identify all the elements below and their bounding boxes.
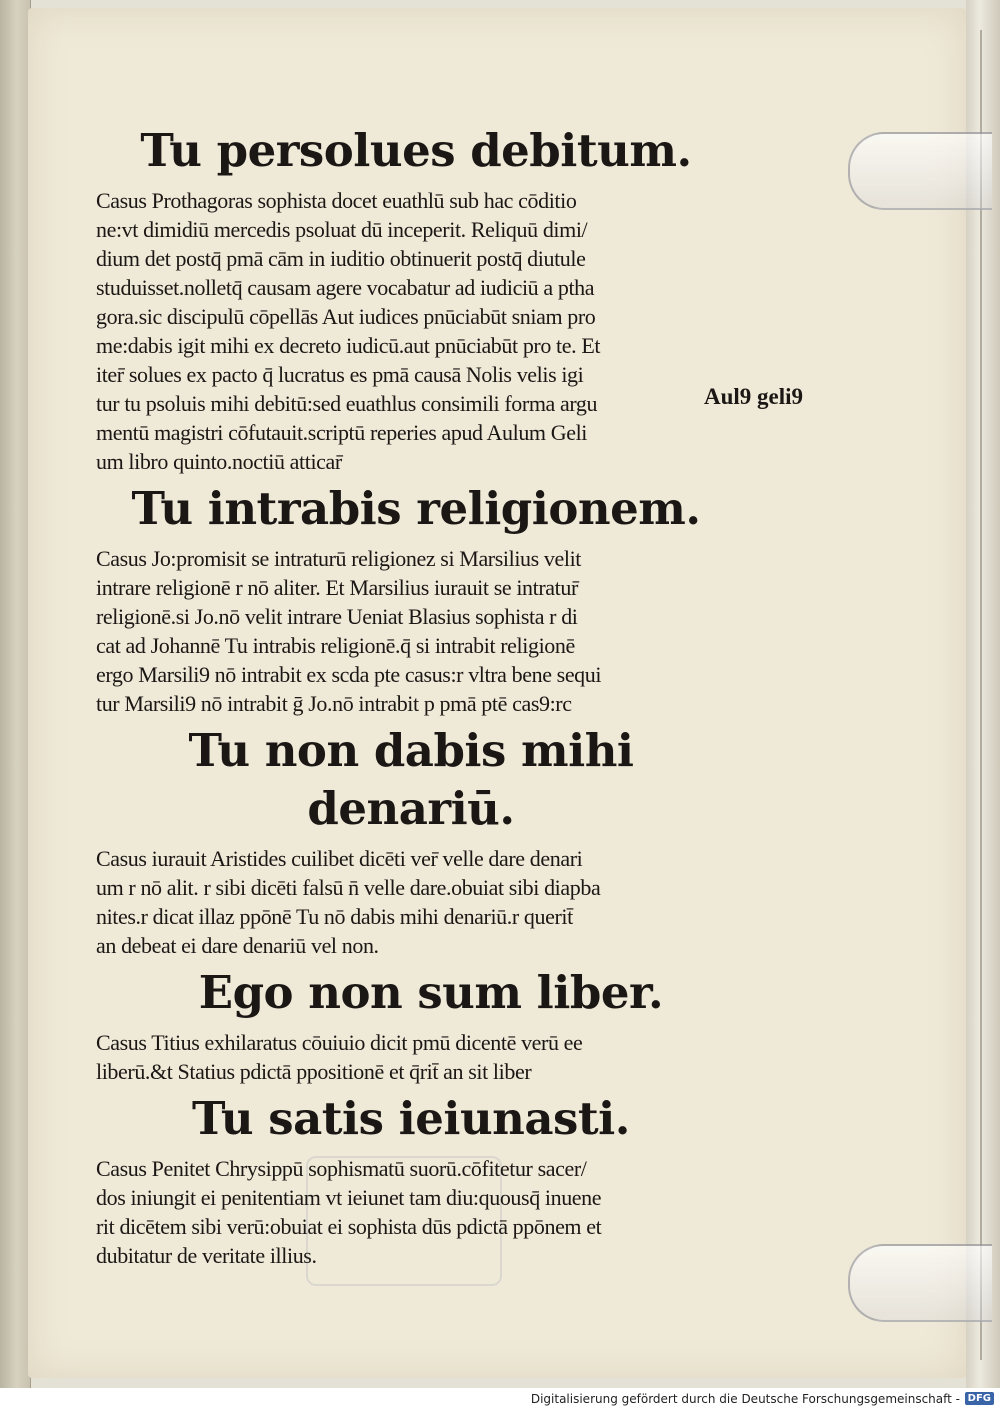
text-line: religionē.si Jo.nō velit intrare Ueniat Blasius sophista r di bbox=[96, 604, 578, 629]
text-line: cat ad Johannē Tu intrabis religionē.q̄ si intrabit religionē bbox=[96, 633, 575, 658]
edge-line bbox=[980, 30, 982, 1360]
text-line: tur Marsili9 nō intrabit ḡ Jo.nō intrabit p pmā ptē cas9:rc bbox=[96, 691, 572, 716]
footer-credit: Digitalisierung gefördert durch die Deutsche Forschungsgemeinschaft - bbox=[530, 1392, 960, 1406]
text-line: Casus Prothagoras sophista docet euathlū sub hac cōditio bbox=[96, 188, 577, 213]
text-line: Casus iurauit Aristides cuilibet dicēti ver̄ velle dare denari bbox=[96, 846, 583, 871]
text-line: um r nō alit. r sibi dicēti falsū n̄ velle dare.obuiat sibi diapba bbox=[96, 875, 601, 900]
section-heading: Tu intrabis religionem. bbox=[131, 482, 701, 535]
text-line: studuisset.nolletq̄ causam agere vocabatur ad iudiciū a ptha bbox=[96, 275, 595, 300]
marginal-note: Aul9 geli9 bbox=[704, 384, 804, 409]
text-line: liberū.&t Statius pdictā ppositionē et q̄rit̄ an sit liber bbox=[96, 1059, 532, 1084]
section-paragraph bbox=[96, 186, 726, 476]
section-paragraph bbox=[96, 544, 726, 718]
text-line: me:dabis igit mihi ex decreto iudicū.aut pnūciabūt pro te. Et bbox=[96, 333, 601, 358]
section-paragraph bbox=[96, 1028, 726, 1086]
text-line: Casus Jo:promisit se intraturū religionez si Marsilius velit bbox=[96, 546, 581, 571]
left-page-edge bbox=[0, 0, 31, 1388]
text-line: gora.sic discipulū cōpellās Aut iudices pnūciabūt sniam pro bbox=[96, 304, 596, 329]
page-clip-top bbox=[848, 132, 992, 210]
dfg-logo-badge: DFG bbox=[965, 1392, 994, 1405]
page-clip-bottom bbox=[848, 1244, 992, 1322]
text-line: intrare religionē r nō aliter. Et Marsilius iurauit se intratur̄ bbox=[96, 575, 578, 600]
text-line: rit dicētem sibi verū:obuiat ei sophista dūs pdictā ppōnem et bbox=[96, 1214, 602, 1239]
text-line: um libro quinto.noctiū atticar̄ bbox=[96, 449, 342, 474]
text-line: an debeat ei dare denariū vel non. bbox=[96, 933, 379, 958]
section-paragraph bbox=[96, 844, 726, 960]
section-heading: Tu satis ieiunasti. bbox=[192, 1092, 630, 1145]
text-line: nites.r dicat illaz ppōnē Tu nō dabis mihi denariū.r querit̄ bbox=[96, 904, 573, 929]
digitization-footer bbox=[0, 1388, 1000, 1412]
text-line: dubitatur de veritate illius. bbox=[96, 1243, 317, 1268]
section-heading: Tu persolues debitum. bbox=[140, 124, 692, 177]
text-line: ne:vt dimidiū mercedis psoluat dū inceperit. Reliquū dimi/ bbox=[96, 217, 588, 242]
text-line: tur tu psoluis mihi debitū:sed euathlus consimili forma argu bbox=[96, 391, 598, 416]
text-line: Casus Titius exhilaratus cōuiuio dicit pmū dicentē verū ee bbox=[96, 1030, 583, 1055]
text-line: ergo Marsili9 nō intrabit ex scda pte casus:r vltra bene sequi bbox=[96, 662, 602, 687]
section-heading: Ego non sum liber. bbox=[198, 966, 664, 1019]
text-line: dium det postq̄ pmā cām in iuditio obtinuerit postq̄ diutule bbox=[96, 246, 586, 271]
page-text bbox=[96, 118, 726, 1270]
text-line: Casus Penitet Chrysippū sophismatū suorū.cōfitetur sacer/ bbox=[96, 1156, 587, 1181]
text-line: iter̄ solues ex pacto q̄ lucratus es pmā causā Nolis velis igi bbox=[96, 362, 584, 387]
text-line: mentū magistri cōfutauit.scriptū reperies apud Aulum Geli bbox=[96, 420, 588, 445]
section-heading: Tu non dabis mihi denariū. bbox=[188, 724, 634, 835]
text-line: dos iniungit ei penitentiam vt ieiunet tam diu:quousq̄ inuene bbox=[96, 1185, 602, 1210]
section-paragraph bbox=[96, 1154, 726, 1270]
